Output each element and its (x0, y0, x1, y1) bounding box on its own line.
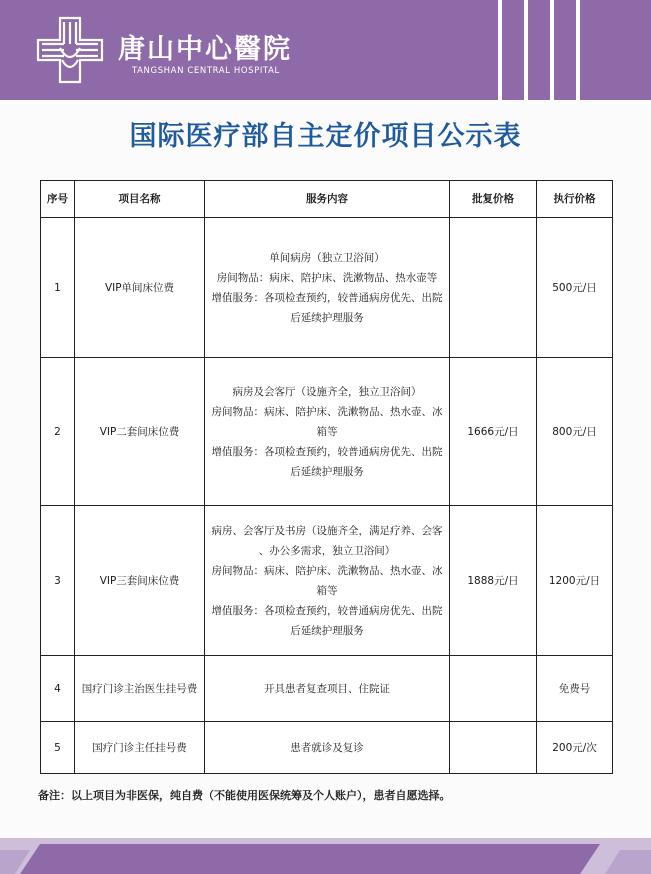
price-table (40, 180, 613, 774)
row-approved-price: 1888元/日 (450, 506, 537, 656)
content-line: 患者就诊及复诊 (290, 741, 364, 754)
row-exec-price: 500元/日 (537, 218, 613, 358)
row-approved-price (450, 656, 537, 722)
content-line: 房间物品：病床、陪护床、洗漱物品、热水壶等 (216, 271, 438, 284)
content-line: 增值服务：各项检查预约，较普通病房优先、出院 (211, 291, 443, 304)
header-approved-price: 批复价格 (450, 181, 537, 218)
content-line: 、办公多需求，独立卫浴间） (258, 544, 396, 557)
row-name: VIP二套间床位费 (75, 358, 205, 506)
row-content (205, 506, 450, 656)
content-line: 开具患者复查项目、住院证 (264, 682, 390, 695)
row-no: 2 (41, 358, 75, 506)
row-content (205, 358, 450, 506)
row-exec-price: 200元/次 (537, 722, 613, 774)
row-no: 3 (41, 506, 75, 656)
content-line: 箱等 (316, 425, 338, 438)
row-name: VIP三套间床位费 (75, 506, 205, 656)
content-line: 房间物品：病床、陪护床、洗漱物品、热水壶、冰 (211, 564, 443, 577)
hospital-header (0, 0, 651, 100)
row-content (205, 656, 450, 722)
header-stripe (550, 0, 554, 100)
hospital-name-cn: 唐山中心醫院 (118, 34, 292, 65)
row-approved-price: 1666元/日 (450, 358, 537, 506)
row-name: 国疗门诊主治医生挂号费 (75, 656, 205, 722)
row-no: 5 (41, 722, 75, 774)
table-row (41, 506, 613, 656)
hospital-cross-logo-icon (34, 14, 106, 86)
row-approved-price (450, 722, 537, 774)
footnote: 备注：以上项目为非医保，纯自费（不能使用医保统筹及个人账户），患者自愿选择。 (38, 789, 451, 802)
row-exec-price: 免费号 (537, 656, 613, 722)
table-header-row (41, 181, 613, 218)
content-line: 单间病房（独立卫浴间） (269, 251, 385, 264)
content-line: 病房、会客厅及书房（设施齐全，满足疗养、会客 (211, 524, 443, 537)
content-line: 房间物品：病床、陪护床、洗漱物品、热水壶、冰 (211, 405, 443, 418)
row-no: 1 (41, 218, 75, 358)
table-row (41, 218, 613, 358)
content-line: 箱等 (316, 584, 338, 597)
row-exec-price: 800元/日 (537, 358, 613, 506)
hospital-name-en: TANGSHAN CENTRAL HOSPITAL (132, 66, 280, 76)
header-name: 项目名称 (75, 181, 205, 218)
row-name: 国疗门诊主任挂号费 (75, 722, 205, 774)
content-line: 增值服务：各项检查预约，较普通病房优先、出院 (211, 445, 443, 458)
header-exec-price: 执行价格 (537, 181, 613, 218)
content-line: 病房及会客厅（设施齐全，独立卫浴间） (232, 385, 422, 398)
row-no: 4 (41, 656, 75, 722)
page-title: 国际医疗部自主定价项目公示表 (129, 121, 522, 152)
header-no: 序号 (41, 181, 75, 218)
content-line: 后延续护理服务 (290, 465, 364, 478)
row-content (205, 218, 450, 358)
header-stripe (524, 0, 528, 100)
content-line: 后延续护理服务 (290, 311, 364, 324)
footer-decoration (0, 832, 651, 874)
row-name: VIP单间床位费 (75, 218, 205, 358)
table-row (41, 722, 613, 774)
table-row (41, 358, 613, 506)
header-content: 服务内容 (205, 181, 450, 218)
header-stripe (498, 0, 502, 100)
header-stripe (576, 0, 580, 100)
row-exec-price: 1200元/日 (537, 506, 613, 656)
row-content (205, 722, 450, 774)
row-approved-price (450, 218, 537, 358)
content-line: 增值服务：各项检查预约，较普通病房优先、出院 (211, 604, 443, 617)
table-row (41, 656, 613, 722)
content-line: 后延续护理服务 (290, 624, 364, 637)
